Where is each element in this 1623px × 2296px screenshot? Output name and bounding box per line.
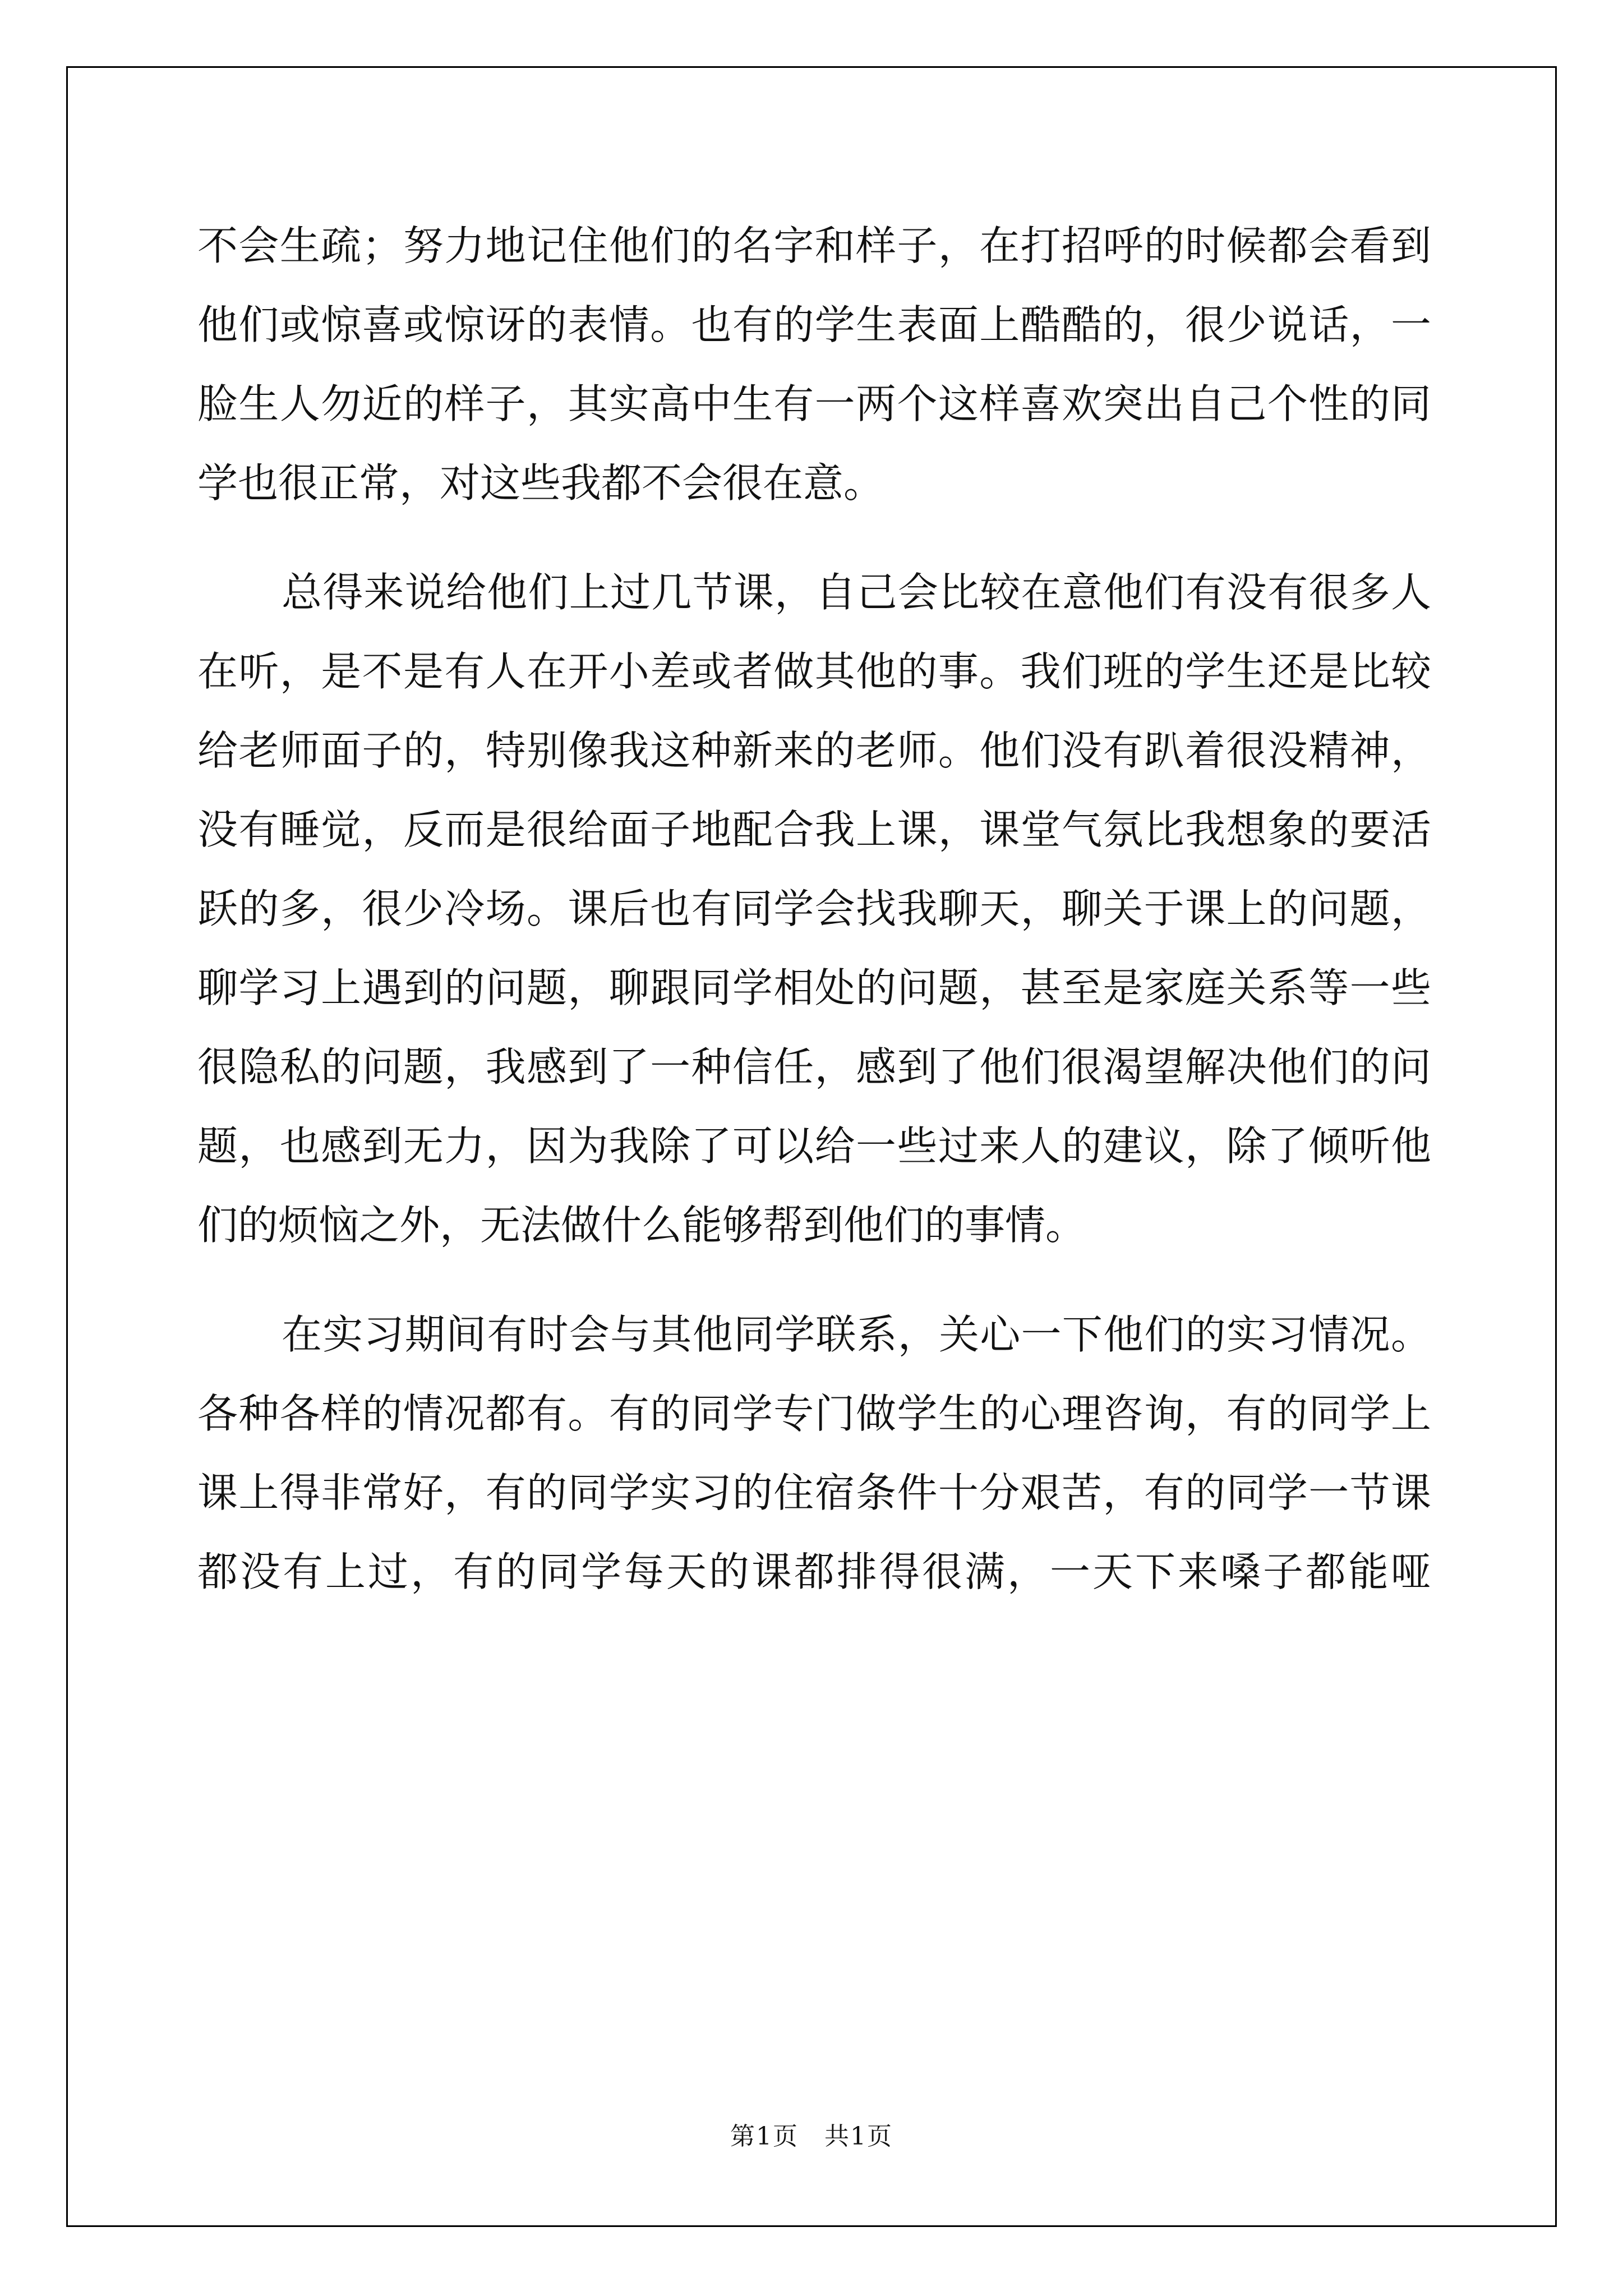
document-body <box>197 206 1431 1612</box>
text-line: 总得来说给他们上过几节课，自己会比较在意他们有没有很多人 <box>282 569 1431 616</box>
paragraph <box>197 553 1431 1265</box>
text-line: 很隐私的问题，我感到了一种信任，感到了他们很渴望解决他们的问 <box>197 1043 1431 1091</box>
text-line: 题，也感到无力，因为我除了可以给一些过来人的建议，除了倾听他 <box>197 1122 1431 1170</box>
paragraph <box>197 1295 1431 1612</box>
text-line: 课上得非常好，有的同学实习的住宿条件十分艰苦，有的同学一节课 <box>197 1469 1431 1516</box>
text-line: 不会生疏；努力地记住他们的名字和样子，在打招呼的时候都会看到 <box>197 222 1431 269</box>
text-line: 在实习期间有时会与其他同学联系，关心一下他们的实习情况。 <box>282 1311 1431 1358</box>
text-line: 各种各样的情况都有。有的同学专门做学生的心理咨询，有的同学上 <box>197 1390 1431 1437</box>
text-line: 在听，是不是有人在开小差或者做其他的事。我们班的学生还是比较 <box>197 648 1431 695</box>
paragraph <box>197 206 1431 523</box>
text-line: 他们或惊喜或惊讶的表情。也有的学生表面上酷酷的，很少说话，一 <box>197 301 1431 348</box>
text-line: 学也很正常，对这些我都不会很在意。 <box>197 459 884 507</box>
text-line: 给老师面子的，特别像我这种新来的老师。他们没有趴着很没精神， <box>197 727 1431 774</box>
text-line: 们的烦恼之外，无法做什么能够帮到他们的事情。 <box>197 1202 1086 1249</box>
page-footer: 第1页 共1页 <box>730 2122 893 2151</box>
text-line: 脸生人勿近的样子，其实高中生有一两个这样喜欢突出自己个性的同 <box>197 380 1431 427</box>
text-line: 都没有上过，有的同学每天的课都排得很满，一天下来嗓子都能哑 <box>197 1548 1431 1595</box>
text-line: 跃的多，很少冷场。课后也有同学会找我聊天，聊关于课上的问题， <box>197 885 1431 932</box>
text-line: 聊学习上遇到的问题，聊跟同学相处的问题，甚至是家庭关系等一些 <box>197 964 1431 1011</box>
text-line: 没有睡觉，反而是很给面子地配合我上课，课堂气氛比我想象的要活 <box>197 806 1431 853</box>
